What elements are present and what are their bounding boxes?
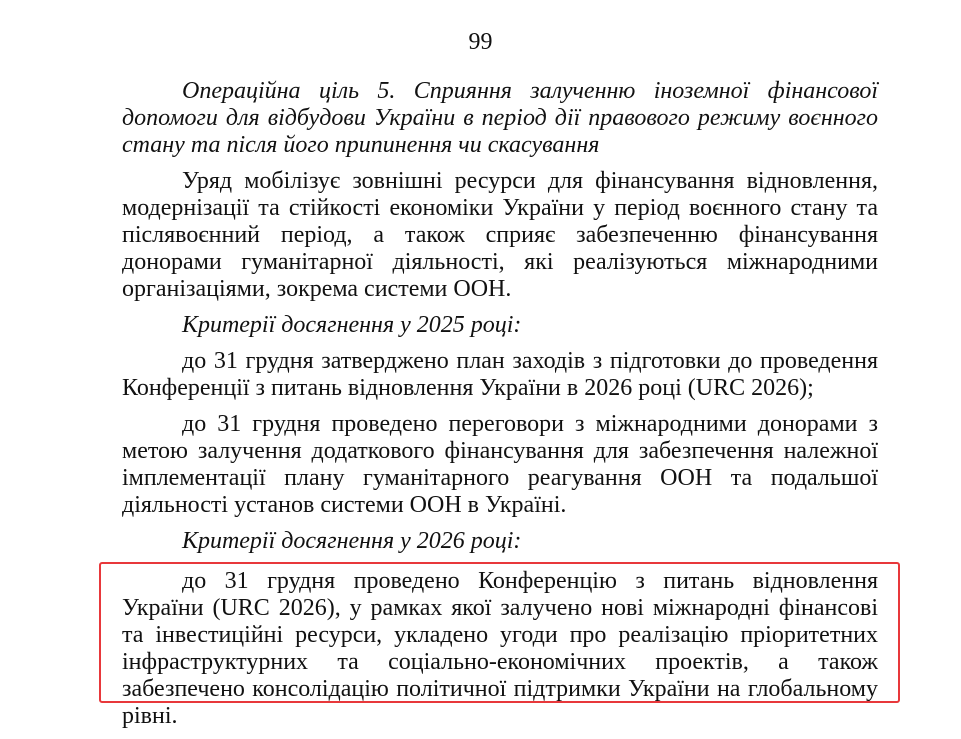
criteria-2025-item: до 31 грудня затверджено план заходів з підготовки до проведення Конференції з питань відновлення України в 2026 році (URC 2026); <box>122 348 878 401</box>
page-number: 99 <box>468 29 493 55</box>
criteria-2025-item: до 31 грудня проведено переговори з міжнародними донорами з метою залучення додаткового фінансування для забезпечення належної імплементації плану гуманітарного реагування ООН та подальшої діяльності установ системи ООН в Україні. <box>122 411 878 518</box>
operational-objective-heading: Операційна ціль 5. Сприяння залученню іноземної фінансової допомоги для відбудови України в період дії правового режиму воєнного стану та після його припинення чи скасування <box>122 78 878 158</box>
criteria-2025-heading: Критерії досягнення у 2025 році: <box>182 312 522 338</box>
highlighted-section <box>122 568 878 739</box>
intro-paragraph: Уряд мобілізує зовнішні ресурси для фінансування відновлення, модернізації та стійкості економіки України у період воєнного стану та післявоєнний період, а також сприяє забезпеченню фінансування донорами гуманітарної діяльності, які реалізуються міжнародними організаціями, зокрема системи ООН. <box>122 168 878 302</box>
document-body <box>122 78 878 564</box>
criteria-2026-heading: Критерії досягнення у 2026 році: <box>182 528 522 554</box>
criteria-2026-item: до 31 грудня проведено Конференцію з питань відновлення України (URC 2026), у рамках якої залучено нові міжнародні фінансові та інвестиційні ресурси, укладено угоди про реалізацію пріоритетних інфраструктурних та соціально-економічних проектів, а також забезпечено консолідацію політичної підтримки України на глобальному рівні. <box>122 568 878 729</box>
